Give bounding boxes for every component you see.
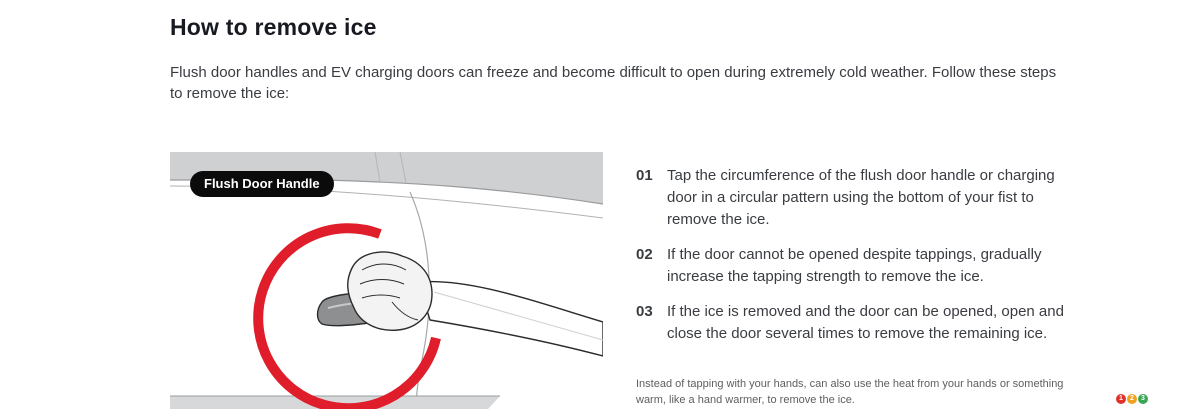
flush-door-handle-illustration [170,152,603,409]
fist-shape [348,252,432,330]
status-badges [1116,394,1148,404]
intro-text: Flush door handles and EV charging doors can freeze and become difficult to open during extremely cold weather. Follow these steps to remove the ice: [170,64,1057,102]
step-text: If the ice is removed and the door can be opened, open and close the door several times to remove the remaining ice. [667,303,1064,342]
step-1 [636,165,1076,231]
steps-list [636,165,1076,358]
step-2 [636,244,1076,288]
step-number: 02 [636,246,653,263]
section-title: How to remove ice [170,14,377,40]
badge-3: 3 [1138,394,1148,404]
step-3 [636,301,1076,345]
step-text: If the door cannot be opened despite tappings, gradually increase the tapping strength to remove the ice. [667,246,1042,285]
flush-door-handle-label: Flush Door Handle [190,171,334,197]
step-number: 01 [636,167,653,184]
step-number: 03 [636,303,653,320]
step-text: Tap the circumference of the flush door handle or charging door in a circular pattern using the bottom of your fist to remove the ice. [667,167,1055,228]
badge-1: 1 [1116,394,1126,404]
badge-2: 2 [1127,394,1137,404]
tip-note: Instead of tapping with your hands, can also use the heat from your hands or something warm, like a hand warmer, to remove the ice. [636,378,1064,406]
